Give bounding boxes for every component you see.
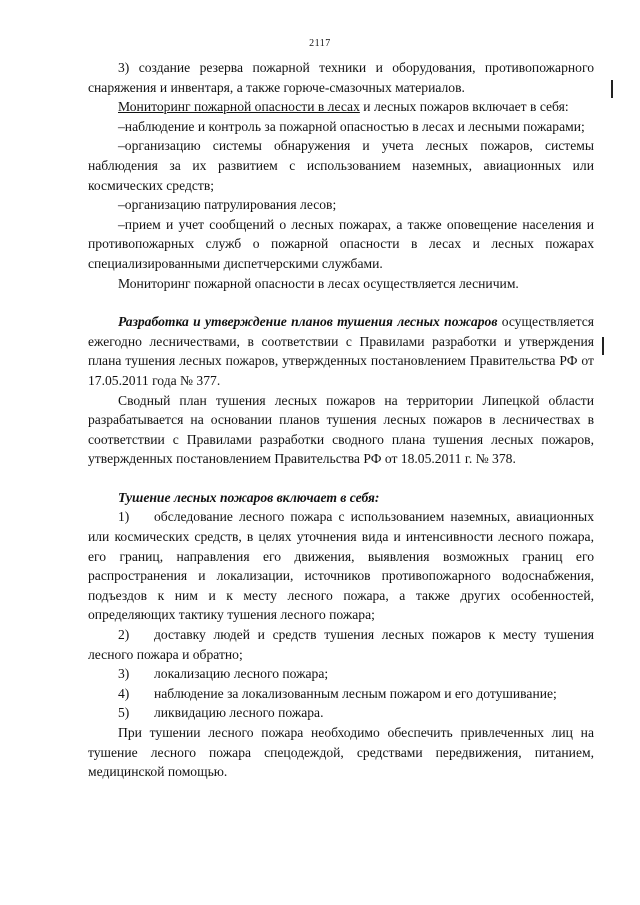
item-number: 3): [118, 666, 130, 682]
list-item: –организацию системы обнаружения и учета лесных пожаров, системы наблюдения за их развитием с использованием наземных, авиационных или космических средств;: [88, 138, 594, 193]
paragraph-provisions: При тушении лесного пожара необходимо обеспечить привлеченных лиц на тушение лесного пожара спецодеждой, средствами передвижения, питанием, медицинской помощью.: [88, 725, 594, 780]
item-text: локализацию лесного пожара;: [154, 666, 329, 682]
paragraph-monitoring: [88, 97, 594, 117]
plans-heading: Разработка и утверждение планов тушения лесных пожаров: [118, 314, 498, 330]
paragraph-plans: [88, 312, 594, 390]
revision-bar: [611, 80, 613, 98]
item-text: ликвидацию лесного пожара.: [154, 705, 324, 721]
numbered-item: [88, 507, 594, 625]
document-body: [88, 58, 594, 782]
list-item: –наблюдение и контроль за пожарной опасностью в лесах и лесными пожарами;: [118, 118, 585, 134]
numbered-item: [88, 625, 594, 664]
item-text: доставку людей и средств тушения лесных пожаров к месту тушения лесного пожара и обратно;: [88, 627, 594, 662]
item-number: 1): [118, 509, 130, 525]
list-item: –прием и учет сообщений о лесных пожарах, а также оповещение населения и противопожарных служб о пожарной опасности в лесах и лесных пожарах специализированными диспетчерскими службами.: [88, 216, 594, 271]
monitoring-heading: Мониторинг пожарной опасности в лесах: [118, 99, 360, 115]
plans-text: осуществляется ежегодно лесничествами, в соответствии с Правилами разработки и утверждения плана тушения лесных пожаров, утвержденных постановлением Правительства РФ от 17.05.2011 года № 377.: [88, 314, 594, 388]
paragraph-forester: Мониторинг пожарной опасности в лесах осуществляется лесничим.: [118, 275, 519, 291]
revision-bar: [602, 337, 604, 355]
paragraph-reserve: 3) создание резерва пожарной техники и оборудования, противопожарного снаряжения и инвентаря, а также горюче-смазочных материалов.: [88, 60, 594, 95]
numbered-item: [88, 664, 594, 684]
monitoring-intro: и лесных пожаров включает в себя:: [359, 99, 569, 115]
item-number: 5): [118, 705, 130, 721]
numbered-item: [88, 703, 594, 723]
numbered-item: [88, 684, 594, 704]
item-text: наблюдение за локализованным лесным пожаром и его дотушивание;: [154, 685, 557, 701]
item-number: 4): [118, 685, 130, 701]
item-number: 2): [118, 627, 130, 643]
paragraph-summary-plan: Сводный план тушения лесных пожаров на территории Липецкой области разрабатывается на основании планов тушения лесных пожаров в лесничествах в соответствии с Правилами разработки сводного плана тушения лесных пожаров, утвержденных постановлением Правительства РФ от 18.05.2011 г. № 378.: [88, 392, 594, 467]
page-number: 2117: [309, 38, 331, 49]
list-item: –организацию патрулирования лесов;: [118, 197, 337, 213]
firefighting-heading: Тушение лесных пожаров включает в себя:: [118, 489, 380, 505]
item-text: обследование лесного пожара с использованием наземных, авиационных или космических средств, в целях уточнения вида и интенсивности лесного пожара, его границ, направления его движения, выявления возможных границ его распространения и локализации, источников противопожарного водоснабжения, подъездов к ним и к месту лесного пожара, а также других особенностей, определяющих тактику тушения лесного пожара;: [88, 509, 594, 623]
